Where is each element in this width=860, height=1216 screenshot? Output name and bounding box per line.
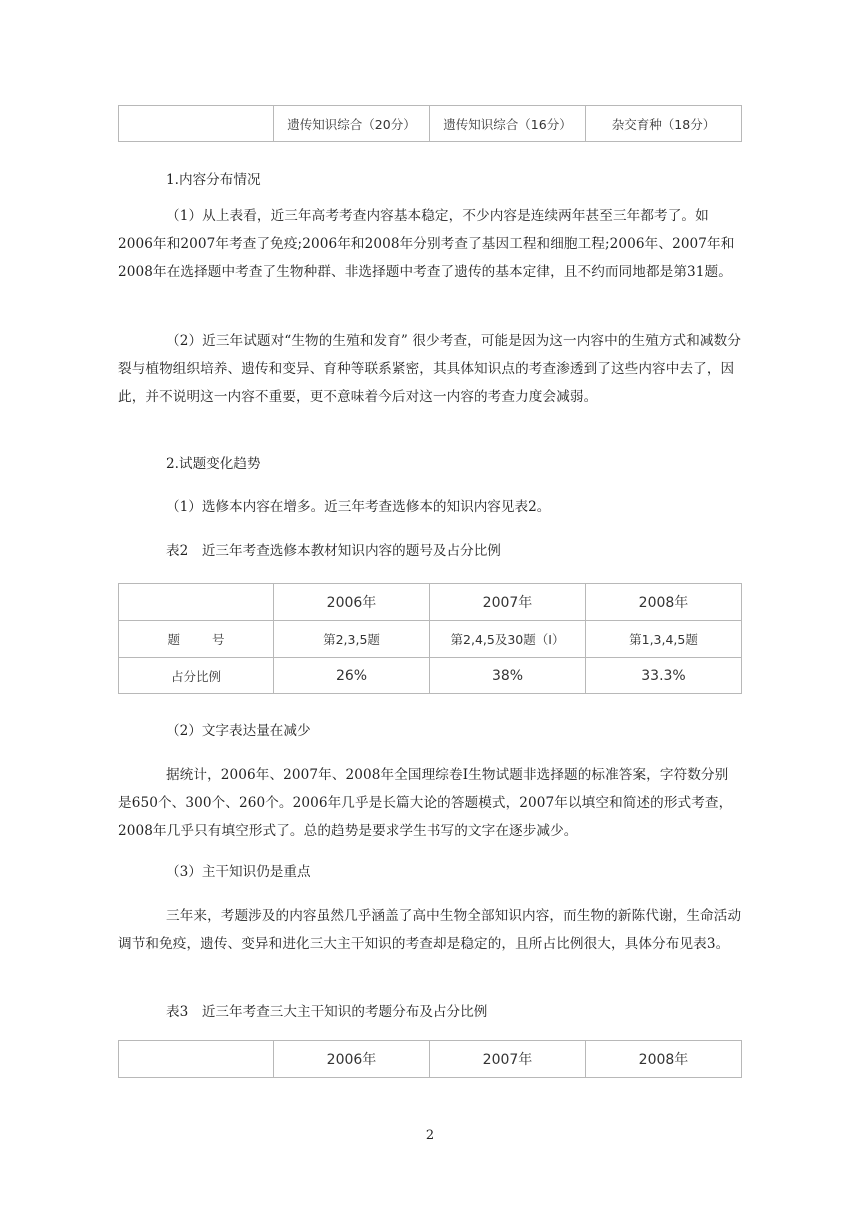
table-row-label: 占分比例 xyxy=(119,658,274,694)
label-part: 题 xyxy=(167,632,180,647)
table-cell: 遗传知识综合（16分） xyxy=(430,106,586,142)
page-number: 2 xyxy=(425,1128,435,1143)
paragraph: 三年来，考题涉及的内容虽然几乎涵盖了高中生物全部知识内容，而生物的新陈代谢，生命活动调节和免疫，遗传、变异和进化三大主干知识的考查却是稳定的，且所占比例很大，具体分布见表3。 xyxy=(118,908,742,952)
table-row xyxy=(119,658,742,694)
table-cell: 2006年 xyxy=(274,584,430,621)
table-3 xyxy=(118,1040,742,1078)
top-table xyxy=(118,105,742,142)
table-caption: 表2 近三年考查选修本教材知识内容的题号及占分比例 xyxy=(166,543,501,559)
paragraph: 据统计，2006年、2007年、2008年全国理综卷Ⅰ生物试题非选择题的标准答案，字符数分别是650个、300个、260个。2006年几乎是长篇大论的答题模式，2007年以填空和简述的形式考查，2008年几乎只有填空形式了。总的趋势是要求学生书写的文字在逐步减少。 xyxy=(118,767,733,839)
paragraph: （2）近三年试题对“生物的生殖和发育” 很少考查，可能是因为这一内容中的生殖方式和减数分裂与植物组织培养、遗传和变异、育种等联系紧密，其具体知识点的考查渗透到了这些内容中去了，因此，并不说明这一内容不重要，更不意味着今后对这一内容的考查力度会减弱。 xyxy=(118,333,742,405)
table-cell: 33.3% xyxy=(586,658,742,694)
table-cell: 第1,3,4,5题 xyxy=(586,621,742,658)
table-row xyxy=(119,621,742,658)
section-heading-2: 2.试题变化趋势 xyxy=(166,456,261,472)
table-cell: 2007年 xyxy=(430,584,586,621)
paragraph: （1）从上表看，近三年高考考查内容基本稳定，不少内容是连续两年甚至三年都考了。如2006年和2007年考查了免疫;2006年和2008年分别考查了基因工程和细胞工程;2006年、2007年和2008年在选择题中考查了生物种群、非选择题中考查了遗传的基本定律，且不约而同地都是第31题。 xyxy=(118,208,735,280)
table-cell xyxy=(119,584,274,621)
table-cell xyxy=(119,106,274,142)
label-part: 号 xyxy=(212,632,225,647)
table-cell: 26% xyxy=(274,658,430,694)
table-cell: 遗传知识综合（20分） xyxy=(274,106,430,142)
table-row xyxy=(119,106,742,142)
table-cell: 2006年 xyxy=(274,1041,430,1078)
table-cell: 2007年 xyxy=(430,1041,586,1078)
table-cell: 2008年 xyxy=(586,1041,742,1078)
table-caption: 表3 近三年考查三大主干知识的考题分布及占分比例 xyxy=(166,1004,488,1020)
table-cell xyxy=(119,1041,274,1078)
table-cell: 第2,3,5题 xyxy=(274,621,430,658)
table-2 xyxy=(118,583,742,694)
list-item: （1）选修本内容在增多。近三年考查选修本的知识内容见表2。 xyxy=(166,499,551,515)
table-cell: 2008年 xyxy=(586,584,742,621)
table-header-row xyxy=(119,1041,742,1078)
table-header-row xyxy=(119,584,742,621)
table-row-label xyxy=(119,621,274,658)
list-item: （2）文字表达量在减少 xyxy=(166,723,311,739)
section-heading-1: 1.内容分布情况 xyxy=(166,172,261,188)
table-cell: 38% xyxy=(430,658,586,694)
table-cell: 杂交育种（18分） xyxy=(586,106,742,142)
table-cell: 第2,4,5及30题（Ⅰ） xyxy=(430,621,586,658)
list-item: （3）主干知识仍是重点 xyxy=(166,864,311,880)
